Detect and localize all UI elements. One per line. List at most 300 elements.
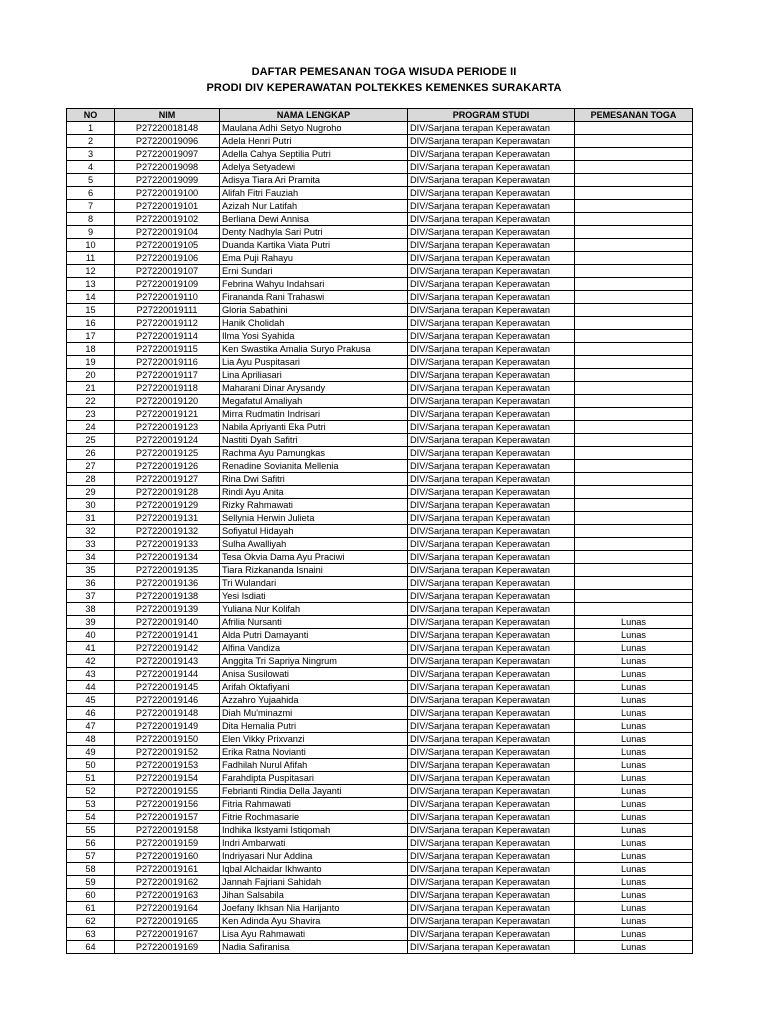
cell-nim: P27220019109 bbox=[115, 278, 220, 291]
cell-pemesanan-toga bbox=[575, 473, 693, 486]
cell-nama-lengkap: Sulha Awalliyah bbox=[220, 538, 408, 551]
cell-no: 40 bbox=[67, 629, 115, 642]
cell-pemesanan-toga bbox=[575, 512, 693, 525]
cell-nim: P27220019158 bbox=[115, 824, 220, 837]
cell-nama-lengkap: Fitria Rahmawati bbox=[220, 798, 408, 811]
cell-no: 21 bbox=[67, 382, 115, 395]
cell-program-studi: DIV/Sarjana terapan Keperawatan bbox=[408, 226, 575, 239]
cell-no: 11 bbox=[67, 252, 115, 265]
cell-pemesanan-toga: Lunas bbox=[575, 642, 693, 655]
cell-nama-lengkap: Lina Apriliasari bbox=[220, 369, 408, 382]
cell-nama-lengkap: Anisa Susilowati bbox=[220, 668, 408, 681]
table-row bbox=[67, 707, 693, 720]
cell-pemesanan-toga bbox=[575, 460, 693, 473]
cell-nim: P27220019106 bbox=[115, 252, 220, 265]
cell-nama-lengkap: Yesi Isdiati bbox=[220, 590, 408, 603]
cell-nim: P27220019121 bbox=[115, 408, 220, 421]
cell-no: 41 bbox=[67, 642, 115, 655]
table-row bbox=[67, 811, 693, 824]
table-row bbox=[67, 304, 693, 317]
cell-pemesanan-toga: Lunas bbox=[575, 681, 693, 694]
cell-pemesanan-toga: Lunas bbox=[575, 889, 693, 902]
cell-nim: P27220019127 bbox=[115, 473, 220, 486]
cell-nama-lengkap: Ken Adinda Ayu Shavira bbox=[220, 915, 408, 928]
table-row bbox=[67, 772, 693, 785]
table-row bbox=[67, 642, 693, 655]
cell-nim: P27220019144 bbox=[115, 668, 220, 681]
cell-nim: P27220019163 bbox=[115, 889, 220, 902]
cell-program-studi: DIV/Sarjana terapan Keperawatan bbox=[408, 278, 575, 291]
table-row bbox=[67, 213, 693, 226]
cell-program-studi: DIV/Sarjana terapan Keperawatan bbox=[408, 616, 575, 629]
cell-program-studi: DIV/Sarjana terapan Keperawatan bbox=[408, 681, 575, 694]
column-header-no: NO bbox=[67, 109, 115, 122]
cell-nama-lengkap: Nabila Apriyanti Eka Putri bbox=[220, 421, 408, 434]
table-row bbox=[67, 382, 693, 395]
cell-pemesanan-toga bbox=[575, 252, 693, 265]
cell-pemesanan-toga bbox=[575, 590, 693, 603]
cell-no: 45 bbox=[67, 694, 115, 707]
cell-program-studi: DIV/Sarjana terapan Keperawatan bbox=[408, 252, 575, 265]
cell-program-studi: DIV/Sarjana terapan Keperawatan bbox=[408, 174, 575, 187]
cell-pemesanan-toga: Lunas bbox=[575, 902, 693, 915]
table-row bbox=[67, 447, 693, 460]
cell-program-studi: DIV/Sarjana terapan Keperawatan bbox=[408, 525, 575, 538]
cell-no: 16 bbox=[67, 317, 115, 330]
cell-nim: P27220019131 bbox=[115, 512, 220, 525]
cell-no: 44 bbox=[67, 681, 115, 694]
cell-pemesanan-toga: Lunas bbox=[575, 746, 693, 759]
cell-nama-lengkap: Sofiyatul Hidayah bbox=[220, 525, 408, 538]
cell-program-studi: DIV/Sarjana terapan Keperawatan bbox=[408, 213, 575, 226]
cell-pemesanan-toga bbox=[575, 408, 693, 421]
cell-nama-lengkap: Adela Henri Putri bbox=[220, 135, 408, 148]
cell-program-studi: DIV/Sarjana terapan Keperawatan bbox=[408, 720, 575, 733]
cell-nim: P27220019145 bbox=[115, 681, 220, 694]
cell-no: 60 bbox=[67, 889, 115, 902]
table-row bbox=[67, 746, 693, 759]
cell-nim: P27220019123 bbox=[115, 421, 220, 434]
cell-nim: P27220019143 bbox=[115, 655, 220, 668]
cell-pemesanan-toga bbox=[575, 343, 693, 356]
cell-no: 28 bbox=[67, 473, 115, 486]
cell-pemesanan-toga bbox=[575, 239, 693, 252]
cell-pemesanan-toga: Lunas bbox=[575, 928, 693, 941]
cell-program-studi: DIV/Sarjana terapan Keperawatan bbox=[408, 239, 575, 252]
cell-no: 38 bbox=[67, 603, 115, 616]
table-row bbox=[67, 395, 693, 408]
cell-no: 42 bbox=[67, 655, 115, 668]
cell-no: 52 bbox=[67, 785, 115, 798]
cell-nama-lengkap: Lisa Ayu Rahmawati bbox=[220, 928, 408, 941]
table-row bbox=[67, 928, 693, 941]
cell-nim: P27220019155 bbox=[115, 785, 220, 798]
cell-nama-lengkap: Alda Putri Damayanti bbox=[220, 629, 408, 642]
table-row bbox=[67, 200, 693, 213]
cell-program-studi: DIV/Sarjana terapan Keperawatan bbox=[408, 850, 575, 863]
cell-nama-lengkap: Berliana Dewi Annisa bbox=[220, 213, 408, 226]
cell-no: 17 bbox=[67, 330, 115, 343]
cell-no: 34 bbox=[67, 551, 115, 564]
cell-no: 27 bbox=[67, 460, 115, 473]
cell-pemesanan-toga: Lunas bbox=[575, 707, 693, 720]
cell-program-studi: DIV/Sarjana terapan Keperawatan bbox=[408, 772, 575, 785]
cell-nama-lengkap: Maharani Dinar Arysandy bbox=[220, 382, 408, 395]
table-row bbox=[67, 941, 693, 954]
cell-nim: P27220019153 bbox=[115, 759, 220, 772]
table-row bbox=[67, 122, 693, 135]
table-row bbox=[67, 460, 693, 473]
cell-nama-lengkap: Nadia Safiranisa bbox=[220, 941, 408, 954]
table-row bbox=[67, 629, 693, 642]
cell-no: 36 bbox=[67, 577, 115, 590]
cell-nama-lengkap: Ken Swastika Amalia Suryo Prakusa bbox=[220, 343, 408, 356]
cell-pemesanan-toga: Lunas bbox=[575, 824, 693, 837]
cell-nama-lengkap: Nastiti Dyah Safitri bbox=[220, 434, 408, 447]
cell-pemesanan-toga: Lunas bbox=[575, 941, 693, 954]
cell-pemesanan-toga bbox=[575, 122, 693, 135]
order-table bbox=[66, 108, 693, 954]
cell-program-studi: DIV/Sarjana terapan Keperawatan bbox=[408, 642, 575, 655]
cell-no: 33 bbox=[67, 538, 115, 551]
cell-nim: P27220019136 bbox=[115, 577, 220, 590]
table-row bbox=[67, 902, 693, 915]
cell-pemesanan-toga bbox=[575, 213, 693, 226]
cell-no: 20 bbox=[67, 369, 115, 382]
cell-pemesanan-toga: Lunas bbox=[575, 915, 693, 928]
cell-program-studi: DIV/Sarjana terapan Keperawatan bbox=[408, 187, 575, 200]
cell-nim: P27220019135 bbox=[115, 564, 220, 577]
cell-nim: P27220019162 bbox=[115, 876, 220, 889]
cell-pemesanan-toga bbox=[575, 317, 693, 330]
cell-nama-lengkap: Erika Ratna Novianti bbox=[220, 746, 408, 759]
table-body bbox=[67, 122, 693, 954]
cell-nim: P27220019120 bbox=[115, 395, 220, 408]
cell-nama-lengkap: Denty Nadhyla Sari Putri bbox=[220, 226, 408, 239]
table-row bbox=[67, 239, 693, 252]
table-row bbox=[67, 512, 693, 525]
cell-no: 58 bbox=[67, 863, 115, 876]
cell-nim: P27220019132 bbox=[115, 525, 220, 538]
cell-no: 22 bbox=[67, 395, 115, 408]
cell-no: 10 bbox=[67, 239, 115, 252]
cell-nim: P27220019167 bbox=[115, 928, 220, 941]
cell-program-studi: DIV/Sarjana terapan Keperawatan bbox=[408, 356, 575, 369]
cell-no: 37 bbox=[67, 590, 115, 603]
table-row bbox=[67, 434, 693, 447]
cell-program-studi: DIV/Sarjana terapan Keperawatan bbox=[408, 343, 575, 356]
cell-program-studi: DIV/Sarjana terapan Keperawatan bbox=[408, 473, 575, 486]
cell-no: 7 bbox=[67, 200, 115, 213]
table-row bbox=[67, 694, 693, 707]
cell-nim: P27220019097 bbox=[115, 148, 220, 161]
cell-nim: P27220019118 bbox=[115, 382, 220, 395]
cell-nama-lengkap: Alifah Fitri Fauziah bbox=[220, 187, 408, 200]
cell-nim: P27220019104 bbox=[115, 226, 220, 239]
document-title: DAFTAR PEMESANAN TOGA WISUDA PERIODE II bbox=[251, 66, 517, 78]
cell-nim: P27220019100 bbox=[115, 187, 220, 200]
cell-nim: P27220019125 bbox=[115, 447, 220, 460]
cell-pemesanan-toga: Lunas bbox=[575, 629, 693, 642]
cell-pemesanan-toga bbox=[575, 356, 693, 369]
table-row bbox=[67, 525, 693, 538]
cell-nim: P27220019124 bbox=[115, 434, 220, 447]
cell-program-studi: DIV/Sarjana terapan Keperawatan bbox=[408, 265, 575, 278]
cell-nama-lengkap: Adisya Tiara Ari Pramita bbox=[220, 174, 408, 187]
table-row bbox=[67, 681, 693, 694]
cell-nim: P27220019115 bbox=[115, 343, 220, 356]
cell-no: 23 bbox=[67, 408, 115, 421]
cell-nim: P27220019116 bbox=[115, 356, 220, 369]
table-row bbox=[67, 161, 693, 174]
cell-pemesanan-toga bbox=[575, 200, 693, 213]
cell-no: 6 bbox=[67, 187, 115, 200]
table-row bbox=[67, 876, 693, 889]
table-row bbox=[67, 499, 693, 512]
cell-nim: P27220019102 bbox=[115, 213, 220, 226]
cell-program-studi: DIV/Sarjana terapan Keperawatan bbox=[408, 512, 575, 525]
cell-nim: P27220019161 bbox=[115, 863, 220, 876]
table-row bbox=[67, 551, 693, 564]
cell-pemesanan-toga bbox=[575, 369, 693, 382]
cell-nama-lengkap: Yuliana Nur Kolifah bbox=[220, 603, 408, 616]
table-row bbox=[67, 759, 693, 772]
cell-program-studi: DIV/Sarjana terapan Keperawatan bbox=[408, 629, 575, 642]
cell-no: 3 bbox=[67, 148, 115, 161]
cell-nim: P27220019140 bbox=[115, 616, 220, 629]
table-row bbox=[67, 863, 693, 876]
cell-pemesanan-toga bbox=[575, 538, 693, 551]
cell-nim: P27220019152 bbox=[115, 746, 220, 759]
document-subtitle: PRODI DIV KEPERAWATAN POLTEKKES KEMENKES SURAKARTA bbox=[206, 82, 562, 94]
cell-nama-lengkap: Jannah Fajriani Sahidah bbox=[220, 876, 408, 889]
cell-no: 29 bbox=[67, 486, 115, 499]
cell-pemesanan-toga bbox=[575, 291, 693, 304]
cell-program-studi: DIV/Sarjana terapan Keperawatan bbox=[408, 122, 575, 135]
cell-nama-lengkap: Renadine Sovianita Mellenia bbox=[220, 460, 408, 473]
table-row bbox=[67, 824, 693, 837]
cell-no: 51 bbox=[67, 772, 115, 785]
cell-program-studi: DIV/Sarjana terapan Keperawatan bbox=[408, 811, 575, 824]
cell-no: 8 bbox=[67, 213, 115, 226]
table-row bbox=[67, 486, 693, 499]
cell-nama-lengkap: Ema Puji Rahayu bbox=[220, 252, 408, 265]
cell-program-studi: DIV/Sarjana terapan Keperawatan bbox=[408, 135, 575, 148]
cell-program-studi: DIV/Sarjana terapan Keperawatan bbox=[408, 447, 575, 460]
cell-program-studi: DIV/Sarjana terapan Keperawatan bbox=[408, 564, 575, 577]
cell-nama-lengkap: Rina Dwi Safitri bbox=[220, 473, 408, 486]
cell-no: 32 bbox=[67, 525, 115, 538]
cell-nama-lengkap: Sellynia Herwin Julieta bbox=[220, 512, 408, 525]
cell-no: 30 bbox=[67, 499, 115, 512]
cell-program-studi: DIV/Sarjana terapan Keperawatan bbox=[408, 369, 575, 382]
cell-no: 15 bbox=[67, 304, 115, 317]
cell-nim: P27220019105 bbox=[115, 239, 220, 252]
cell-program-studi: DIV/Sarjana terapan Keperawatan bbox=[408, 785, 575, 798]
cell-program-studi: DIV/Sarjana terapan Keperawatan bbox=[408, 499, 575, 512]
cell-nama-lengkap: Dita Hemalia Putri bbox=[220, 720, 408, 733]
table-row bbox=[67, 590, 693, 603]
cell-pemesanan-toga bbox=[575, 304, 693, 317]
table-row bbox=[67, 252, 693, 265]
cell-pemesanan-toga bbox=[575, 421, 693, 434]
cell-program-studi: DIV/Sarjana terapan Keperawatan bbox=[408, 460, 575, 473]
cell-program-studi: DIV/Sarjana terapan Keperawatan bbox=[408, 317, 575, 330]
cell-nama-lengkap: Mirra Rudmatin Indrisari bbox=[220, 408, 408, 421]
table-row bbox=[67, 356, 693, 369]
cell-nama-lengkap: Febrianti Rindia Della Jayanti bbox=[220, 785, 408, 798]
cell-pemesanan-toga bbox=[575, 564, 693, 577]
cell-pemesanan-toga: Lunas bbox=[575, 694, 693, 707]
cell-pemesanan-toga bbox=[575, 174, 693, 187]
cell-program-studi: DIV/Sarjana terapan Keperawatan bbox=[408, 759, 575, 772]
cell-nama-lengkap: Rachma Ayu Pamungkas bbox=[220, 447, 408, 460]
cell-no: 13 bbox=[67, 278, 115, 291]
table-row bbox=[67, 538, 693, 551]
cell-nama-lengkap: Tesa Okvia Dama Ayu Praciwi bbox=[220, 551, 408, 564]
cell-pemesanan-toga: Lunas bbox=[575, 798, 693, 811]
cell-pemesanan-toga bbox=[575, 187, 693, 200]
cell-program-studi: DIV/Sarjana terapan Keperawatan bbox=[408, 330, 575, 343]
cell-nim: P27220019157 bbox=[115, 811, 220, 824]
cell-nama-lengkap: Arifah Oktafiyani bbox=[220, 681, 408, 694]
table-row bbox=[67, 330, 693, 343]
cell-no: 55 bbox=[67, 824, 115, 837]
cell-nama-lengkap: Diah Mu'minazmi bbox=[220, 707, 408, 720]
table-row bbox=[67, 187, 693, 200]
cell-program-studi: DIV/Sarjana terapan Keperawatan bbox=[408, 291, 575, 304]
table-row bbox=[67, 265, 693, 278]
cell-nim: P27220019148 bbox=[115, 707, 220, 720]
cell-pemesanan-toga bbox=[575, 148, 693, 161]
cell-program-studi: DIV/Sarjana terapan Keperawatan bbox=[408, 304, 575, 317]
cell-program-studi: DIV/Sarjana terapan Keperawatan bbox=[408, 421, 575, 434]
cell-program-studi: DIV/Sarjana terapan Keperawatan bbox=[408, 746, 575, 759]
cell-no: 2 bbox=[67, 135, 115, 148]
column-header-nama-lengkap: NAMA LENGKAP bbox=[220, 109, 408, 122]
table-row bbox=[67, 889, 693, 902]
table-row bbox=[67, 837, 693, 850]
cell-pemesanan-toga bbox=[575, 395, 693, 408]
cell-nama-lengkap: Indhika Ikstyami Istiqomah bbox=[220, 824, 408, 837]
cell-no: 62 bbox=[67, 915, 115, 928]
table-row bbox=[67, 603, 693, 616]
cell-pemesanan-toga: Lunas bbox=[575, 876, 693, 889]
cell-nim: P27220019146 bbox=[115, 694, 220, 707]
cell-nim: P27220019154 bbox=[115, 772, 220, 785]
cell-program-studi: DIV/Sarjana terapan Keperawatan bbox=[408, 408, 575, 421]
cell-nim: P27220019141 bbox=[115, 629, 220, 642]
cell-program-studi: DIV/Sarjana terapan Keperawatan bbox=[408, 824, 575, 837]
table-row bbox=[67, 408, 693, 421]
table-row bbox=[67, 668, 693, 681]
cell-program-studi: DIV/Sarjana terapan Keperawatan bbox=[408, 707, 575, 720]
table-row bbox=[67, 720, 693, 733]
cell-program-studi: DIV/Sarjana terapan Keperawatan bbox=[408, 928, 575, 941]
cell-program-studi: DIV/Sarjana terapan Keperawatan bbox=[408, 551, 575, 564]
cell-nim: P27220019112 bbox=[115, 317, 220, 330]
table-row bbox=[67, 915, 693, 928]
cell-no: 24 bbox=[67, 421, 115, 434]
cell-no: 1 bbox=[67, 122, 115, 135]
cell-nama-lengkap: Adelya Setyadewi bbox=[220, 161, 408, 174]
cell-nama-lengkap: Fadhilah Nurul Afifah bbox=[220, 759, 408, 772]
cell-nim: P27220019107 bbox=[115, 265, 220, 278]
cell-nama-lengkap: Tri Wulandari bbox=[220, 577, 408, 590]
cell-nama-lengkap: Jihan Salsabila bbox=[220, 889, 408, 902]
cell-nama-lengkap: Indriyasari Nur Addina bbox=[220, 850, 408, 863]
table-row bbox=[67, 343, 693, 356]
cell-pemesanan-toga bbox=[575, 161, 693, 174]
cell-nim: P27220019114 bbox=[115, 330, 220, 343]
cell-no: 50 bbox=[67, 759, 115, 772]
cell-program-studi: DIV/Sarjana terapan Keperawatan bbox=[408, 577, 575, 590]
cell-no: 54 bbox=[67, 811, 115, 824]
cell-nim: P27220019096 bbox=[115, 135, 220, 148]
cell-nama-lengkap: Iqbal Alchaidar Ikhwanto bbox=[220, 863, 408, 876]
table-row bbox=[67, 616, 693, 629]
table-row bbox=[67, 850, 693, 863]
cell-pemesanan-toga: Lunas bbox=[575, 772, 693, 785]
cell-program-studi: DIV/Sarjana terapan Keperawatan bbox=[408, 694, 575, 707]
cell-nama-lengkap: Firananda Rani Trahaswi bbox=[220, 291, 408, 304]
cell-nama-lengkap: Indri Ambarwati bbox=[220, 837, 408, 850]
cell-pemesanan-toga bbox=[575, 265, 693, 278]
cell-nim: P27220019133 bbox=[115, 538, 220, 551]
table-row bbox=[67, 564, 693, 577]
table-row bbox=[67, 369, 693, 382]
table-header-row bbox=[67, 109, 693, 122]
cell-program-studi: DIV/Sarjana terapan Keperawatan bbox=[408, 915, 575, 928]
cell-nama-lengkap: Farahdipta Puspitasari bbox=[220, 772, 408, 785]
cell-nama-lengkap: Hanik Cholidah bbox=[220, 317, 408, 330]
cell-nama-lengkap: Rizky Rahmawati bbox=[220, 499, 408, 512]
cell-no: 26 bbox=[67, 447, 115, 460]
cell-program-studi: DIV/Sarjana terapan Keperawatan bbox=[408, 434, 575, 447]
cell-program-studi: DIV/Sarjana terapan Keperawatan bbox=[408, 733, 575, 746]
cell-pemesanan-toga: Lunas bbox=[575, 850, 693, 863]
cell-nim: P27220019139 bbox=[115, 603, 220, 616]
cell-pemesanan-toga bbox=[575, 226, 693, 239]
cell-program-studi: DIV/Sarjana terapan Keperawatan bbox=[408, 863, 575, 876]
cell-program-studi: DIV/Sarjana terapan Keperawatan bbox=[408, 161, 575, 174]
cell-nama-lengkap: Ilma Yosi Syahida bbox=[220, 330, 408, 343]
cell-nim: P27220019159 bbox=[115, 837, 220, 850]
cell-no: 14 bbox=[67, 291, 115, 304]
cell-no: 35 bbox=[67, 564, 115, 577]
cell-pemesanan-toga: Lunas bbox=[575, 733, 693, 746]
cell-no: 39 bbox=[67, 616, 115, 629]
cell-pemesanan-toga bbox=[575, 135, 693, 148]
cell-program-studi: DIV/Sarjana terapan Keperawatan bbox=[408, 200, 575, 213]
cell-nama-lengkap: Megafatul Amaliyah bbox=[220, 395, 408, 408]
cell-no: 47 bbox=[67, 720, 115, 733]
cell-program-studi: DIV/Sarjana terapan Keperawatan bbox=[408, 668, 575, 681]
cell-no: 18 bbox=[67, 343, 115, 356]
table-row bbox=[67, 798, 693, 811]
cell-nim: P27220019126 bbox=[115, 460, 220, 473]
table-row bbox=[67, 226, 693, 239]
cell-pemesanan-toga bbox=[575, 499, 693, 512]
cell-program-studi: DIV/Sarjana terapan Keperawatan bbox=[408, 395, 575, 408]
cell-pemesanan-toga bbox=[575, 434, 693, 447]
cell-nama-lengkap: Maulana Adhi Setyo Nugroho bbox=[220, 122, 408, 135]
cell-no: 57 bbox=[67, 850, 115, 863]
column-header-nim: NIM bbox=[115, 109, 220, 122]
cell-pemesanan-toga bbox=[575, 330, 693, 343]
cell-program-studi: DIV/Sarjana terapan Keperawatan bbox=[408, 382, 575, 395]
cell-nim: P27220019129 bbox=[115, 499, 220, 512]
